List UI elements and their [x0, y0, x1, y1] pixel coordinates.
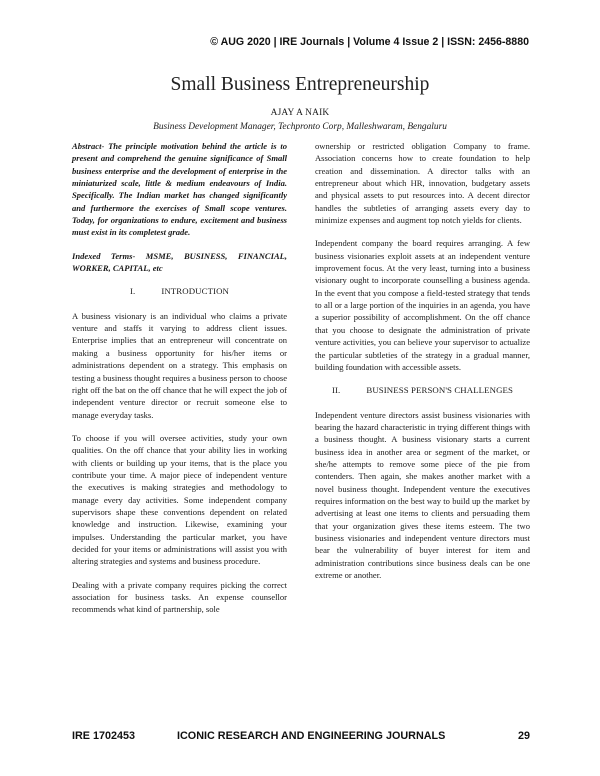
section-title: INTRODUCTION	[161, 286, 229, 297]
section-title: BUSINESS PERSON'S CHALLENGES	[366, 385, 513, 396]
section-number: II.	[332, 385, 341, 396]
section-heading-challenges	[315, 384, 530, 396]
left-column	[72, 140, 287, 627]
journal-name: ICONIC RESEARCH AND ENGINEERING JOURNALS	[177, 730, 446, 742]
body-paragraph: To choose if you will oversee activities, study your own qualities. On the off chance that your ability lies in working with clients or building up your items, that is the place you contribute your time. A major piece of independent venture the executives is making strategies and methodology to manage every day activities. Some independent company supervisors shape these conventions dependent on related knowledge and instruction. Likewise, examining your impulses. Understanding the particular market, you have decided for your items or administrations will assist you with altering strategies and systems and business procedure.	[72, 432, 287, 567]
section-number: I.	[129, 286, 136, 297]
author-affiliation: Business Development Manager, Techpronto Corp, Malleshwaram, Bengaluru	[153, 122, 447, 132]
paper-id: IRE 1702453	[72, 730, 136, 742]
author-name: AJAY A NAIK	[270, 108, 330, 118]
page-number: 29	[517, 730, 530, 742]
section-heading-introduction	[72, 285, 287, 297]
body-paragraph: Dealing with a private company requires picking the correct association for business tasks. An expense counsellor recommends what kind of partnership, sole	[72, 579, 287, 615]
abstract: Abstract- The principle motivation behind the article is to present and comprehend the genuine significance of Small business enterprise and the development of enterprise in the miniaturized scale, little & medium endeavours of India. Specifically. The Indian market has changed significantly and furthermore the exercises of Small scope ventures. Today, for organizations to endure, excitement and business must exist in its completest grade.	[72, 141, 287, 238]
body-paragraph: Independent company the board requires arranging. A few business visionaries exploit assets at an independent venture improvement focus. At the very least, turning into a business visionary ought to incorporate counselling a business agenda. In the event that you compose a field-tested strategy that tends to all or a large portion of the inquiries in an agenda, you have a superior possibility of accomplishment. On the off chance that you choose to designate the administration of private venture activities, you can believe your supervisor to actualize the particular subtleties of the strategy in a gradual manner, building foundation with accessible assets.	[315, 238, 530, 372]
right-column	[315, 140, 530, 592]
paper-title: Small Business Entrepreneurship	[170, 74, 430, 95]
index-terms: Indexed Terms- MSME, BUSINESS, FINANCIAL, WORKER, CAPITAL, etc	[72, 250, 287, 274]
journal-header: © AUG 2020 | IRE Journals | Volume 4 Issue 2 | ISSN: 2456-8880	[210, 36, 529, 48]
body-paragraph: Independent venture directors assist business visionaries with bearing the hazard characteristic in trying different things with a business thought. A business visionary starts a current business idea in another area or segment of the market, or she/he attempts to remove some piece of the pie from contenders. Then again, she makes another market with a novel business thought. Independent venture the executives requires information on the best way to build up the market by advertising at least one items to clients and persuading them that your organization gives these items esteem. The two business visionaries and independent venture directors must bear the vulnerability of buyer interest for item and administration contributions since business deals can be one extreme or another.	[315, 409, 530, 580]
body-paragraph: A business visionary is an individual who claims a private venture and staffs it varying to address client issues. Enterprise implies that an entrepreneur will concentrate on making a business opportunity for his/her items or administrations dependent on a strategy. This emphasis on testing a business thought requires a business person to choose right off the bat on the off chance that he will expect the job of independent venture director or recruit someone else to manage everyday tasks.	[72, 310, 287, 420]
body-paragraph: ownership or restricted obligation Company to frame. Association concerns how to create foundation to help creation and dissemination. A director talks with an entrepreneur about which HR, innovation, budgetary assets and physical assets to put resources into. A decent director handles the subtleties of arranging assets every day to minimize expenses and augment top notch yields for clients.	[315, 141, 530, 226]
